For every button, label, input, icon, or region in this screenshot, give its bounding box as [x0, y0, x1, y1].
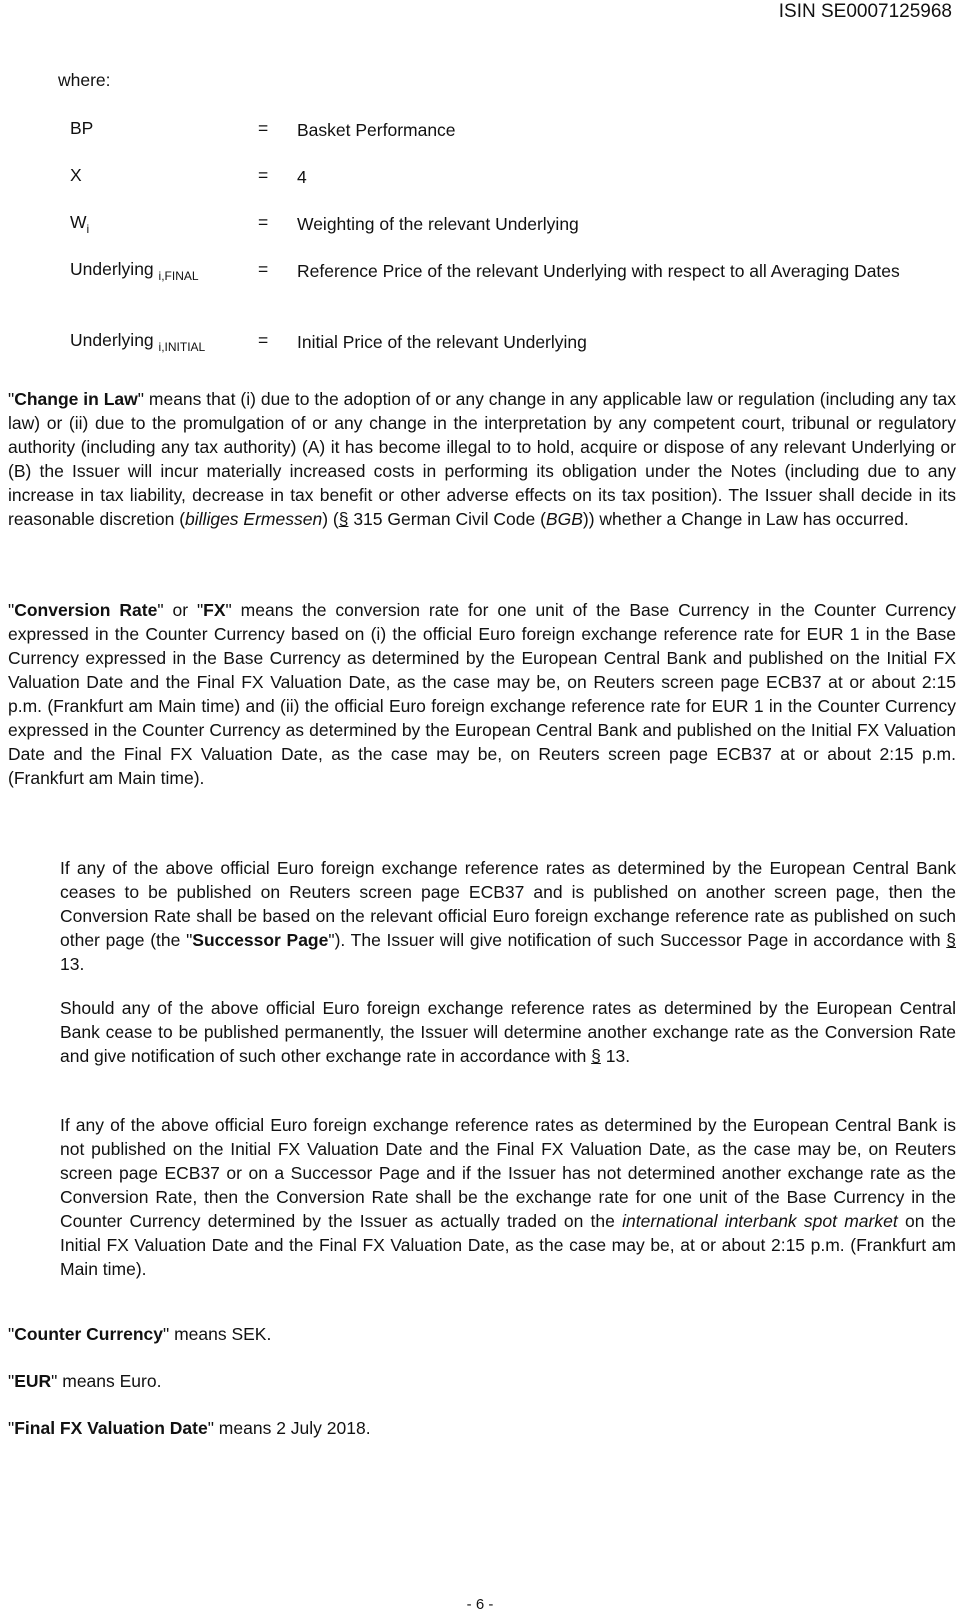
- equals-sign: =: [258, 330, 269, 350]
- equals-sign: =: [258, 212, 269, 232]
- definition-term: Underlying $_{i,FINAL}$: [70, 259, 199, 283]
- definition-value: Reference Price of the relevant Underlying with respect to all Averaging Dates: [297, 261, 900, 281]
- definition-value: Initial Price of the relevant Underlying: [297, 332, 587, 352]
- definition-value: Basket Performance: [297, 120, 456, 140]
- definition-term: $W_i$: [70, 212, 90, 236]
- equals-sign: =: [258, 259, 269, 279]
- final-fx-valuation-date-definition: "Final FX Valuation Date" means 2 July 2018.: [8, 1418, 371, 1438]
- equals-sign: =: [258, 165, 269, 185]
- where-label: where:: [58, 70, 111, 90]
- definition-value: Weighting of the relevant Underlying: [297, 214, 579, 234]
- definition-term: BP: [70, 118, 94, 138]
- definition-term: X: [70, 165, 82, 185]
- page-number: - 6 -: [466, 1596, 494, 1613]
- not-published-paragraph: If any of the above official Euro foreign exchange reference rates as determined by the European Central Bank is not published on the Initial FX Valuation Date and the Final FX Valuation Date, as the case may be, on Reuters screen page ECB37 or on a Successor Page and if the Issuer has not determined another exchange rate as the Conversion Rate, then the Conversion Rate shall be the exchange rate for one unit of the Base Currency in the Counter Currency determined by the Issuer as actually traded on the international interbank spot market on the Initial FX Valuation Date and the Final FX Valuation Date, as the case may be, at or about 2:15 p.m. (Frankfurt am Main time).: [60, 1115, 956, 1279]
- permanent-cessation-paragraph: Should any of the above official Euro foreign exchange reference rates as determined by the European Central Bank cease to be published permanently, the Issuer will determine another exchange rate as the Conversion Rate and give notification of such other exchange rate in accordance with § 13.: [60, 998, 956, 1066]
- change-in-law-definition: "Change in Law" means that (i) due to the adoption of or any change in any applicable law or regulation (including any tax law) or (ii) due to the promulgation of or any change in the interpretation by any competent court, tribunal or regulatory authority (including any tax authority) (A) it has become illegal to to hold, acquire or dispose of any relevant Underlying or (B) the Issuer will incur materially increased costs in performing its obligation under the Notes (including due to any increase in tax liability, decrease in tax benefit or other adverse effects on its tax position). The Issuer shall decide in its reasonable discretion (billiges Ermessen) (§ 315 German Civil Code (BGB)) whether a Change in Law has occurred.: [8, 389, 957, 529]
- definition-value: 4: [297, 167, 307, 187]
- counter-currency-definition: "Counter Currency" means SEK.: [8, 1324, 272, 1344]
- definition-term: Underlying $_{i,INITIAL}$: [70, 330, 206, 354]
- successor-page-paragraph: If any of the above official Euro foreign exchange reference rates as determined by the European Central Bank ceases to be published on Reuters screen page ECB37 and is published on another screen page, then the Conversion Rate shall be based on the relevant official Euro foreign exchange reference rate as published on such other page (the "Successor Page"). The Issuer will give notification of such Successor Page in accordance with § 13.: [60, 858, 957, 974]
- conversion-rate-definition: "Conversion Rate" or "FX" means the conversion rate for one unit of the Base Currency in the Counter Currency expressed in the Counter Currency based on (i) the official Euro foreign exchange reference rate for EUR 1 in the Base Currency expressed in the Base Currency as determined by the European Central Bank and published on the Initial FX Valuation Date and the Final FX Valuation Date, as the case may be, on Reuters screen page ECB37 at or about 2:15 p.m. (Frankfurt am Main time) and (ii) the official Euro foreign exchange reference rate for EUR 1 in the Counter Currency expressed in the Counter Currency as determined by the European Central Bank and published on the Initial FX Valuation Date and the Final FX Valuation Date, as the case may be, on Reuters screen page ECB37 at or about 2:15 p.m. (Frankfurt am Main time).: [8, 600, 956, 788]
- equals-sign: =: [258, 118, 269, 138]
- isin-header: ISIN SE0007125968: [778, 1, 952, 22]
- eur-definition: "EUR" means Euro.: [8, 1371, 162, 1391]
